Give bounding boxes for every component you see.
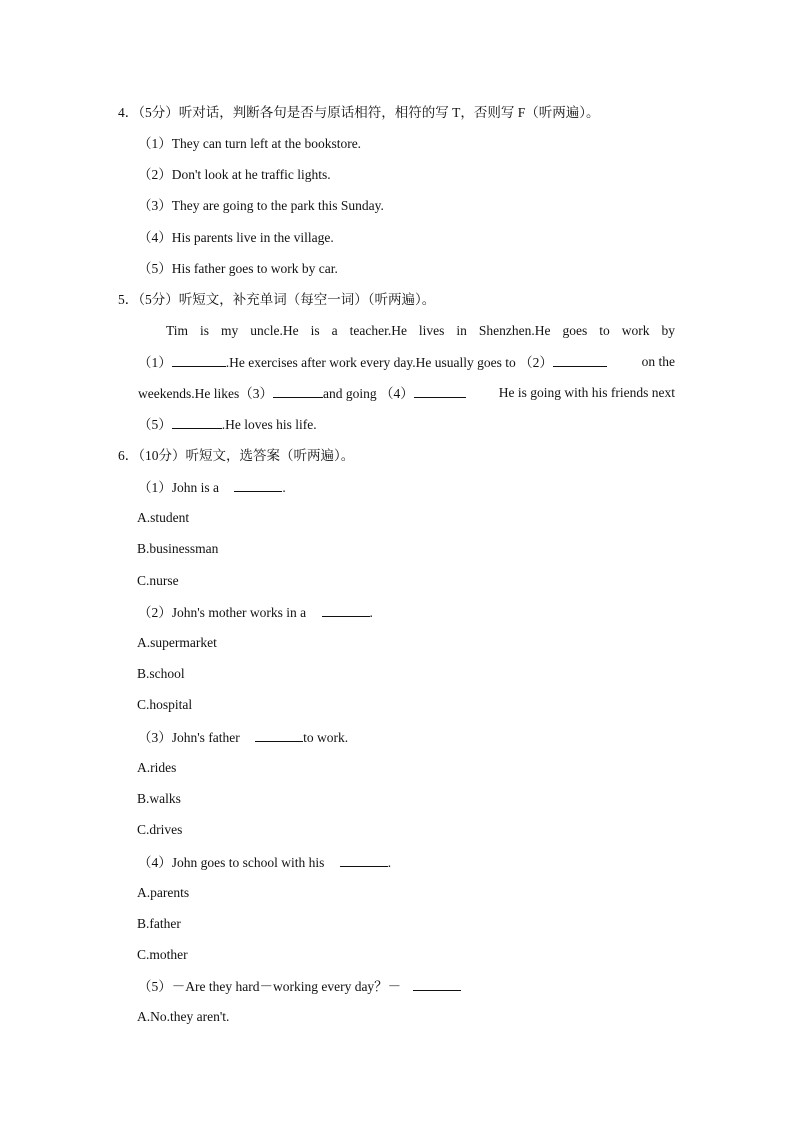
- q4-item-5: （5）His father goes to work by car.: [138, 261, 338, 276]
- q5-passage-line-4: （5） .He loves his life.: [138, 414, 675, 445]
- q6-question-5: （5）－Are they hard－working every day？－: [138, 976, 461, 997]
- q4-title: 4．（5分）听对话，判断各句是否与原话相符，相符的写 T，否则写 F（听两遍）。: [118, 105, 600, 120]
- q6-q3-option-b[interactable]: B.walks: [137, 791, 181, 806]
- q6-q3-option-c[interactable]: C.drives: [137, 822, 183, 837]
- q4-item-1: （1）They can turn left at the bookstore.: [138, 136, 362, 151]
- q5-passage-line-2: （1） .He exercises after work every day.He usually goes to （2） on the: [138, 354, 675, 370]
- q4-item-4: （4）His parents live in the village.: [138, 230, 334, 245]
- q6-blank-1[interactable]: [234, 477, 282, 492]
- q5-passage-line-3: weekends.He likes（3） and going （4） He is going with his friends next: [138, 385, 675, 401]
- q6-q4-option-a[interactable]: A.parents: [137, 885, 190, 900]
- q6-q2-option-a[interactable]: A.supermarket: [137, 635, 217, 650]
- q6-blank-4[interactable]: [340, 852, 388, 867]
- q6-q5-option-a[interactable]: A.No.they aren't.: [137, 1009, 230, 1024]
- q5-passage-line-1: Tim is my uncle.He is a teacher.He lives in Shenzhen.He goes to work by: [166, 323, 675, 338]
- q6-question-2: （2）John's mother works in a .: [138, 602, 373, 623]
- q4-item-3: （3）They are going to the park this Sunday.: [138, 198, 384, 213]
- q6-blank-5[interactable]: [413, 976, 461, 991]
- q5-title: 5．（5分）听短文，补充单词（每空一词）（听两遍）。: [118, 292, 436, 307]
- q6-title: 6．（10分）听短文，选答案（听两遍）。: [118, 448, 355, 463]
- blank-4[interactable]: [414, 383, 466, 398]
- q6-blank-3[interactable]: [255, 727, 303, 742]
- blank-1[interactable]: [172, 352, 226, 367]
- q6-q3-option-a[interactable]: A.rides: [137, 760, 177, 775]
- q5-passage: [138, 321, 675, 445]
- q6-q2-option-b[interactable]: B.school: [137, 666, 185, 681]
- blank-2[interactable]: [553, 352, 607, 367]
- q4-item-2: （2）Don't look at he traffic lights.: [138, 167, 331, 182]
- q6-question-1: （1）John is a .: [138, 477, 286, 498]
- q6-q1-option-b[interactable]: B.businessman: [137, 541, 219, 556]
- blank-5[interactable]: [172, 414, 222, 429]
- q6-question-3: （3）John's father to work.: [138, 727, 348, 748]
- q6-q1-option-a[interactable]: A.student: [137, 510, 190, 525]
- q6-question-4: （4）John goes to school with his .: [138, 852, 391, 873]
- q6-q4-option-c[interactable]: C.mother: [137, 947, 188, 962]
- q6-q4-option-b[interactable]: B.father: [137, 916, 181, 931]
- q6-blank-2[interactable]: [322, 602, 370, 617]
- blank-3[interactable]: [273, 383, 323, 398]
- q6-q1-option-c[interactable]: C.nurse: [137, 573, 179, 588]
- q6-q2-option-c[interactable]: C.hospital: [137, 697, 193, 712]
